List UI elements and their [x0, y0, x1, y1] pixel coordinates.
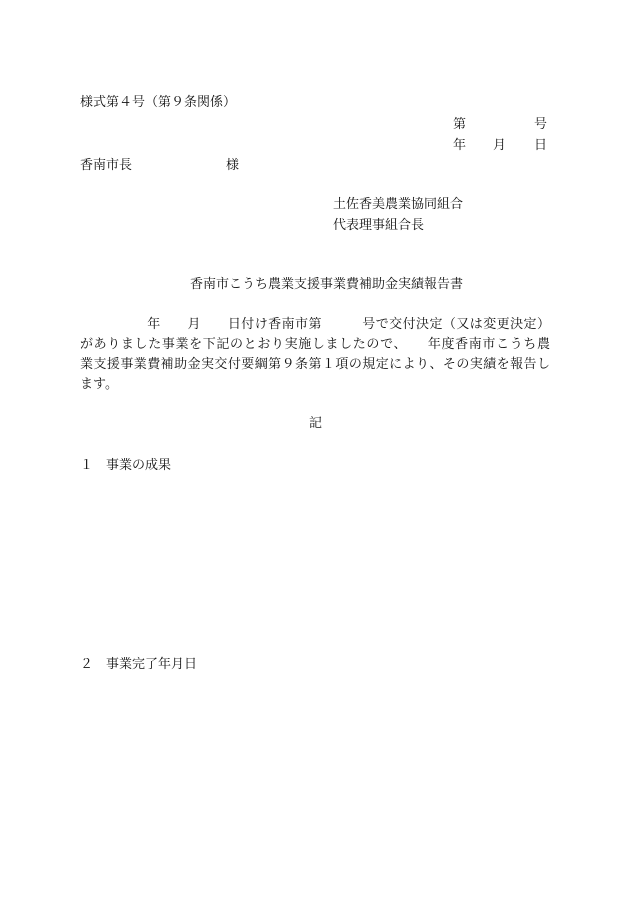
- doc-date-month: 月: [493, 138, 507, 153]
- doc-number-prefix: 第: [453, 117, 467, 132]
- section-completion-date-label: ２ 事業完了年月日: [80, 657, 198, 672]
- doc-number-suffix: 号: [534, 117, 548, 132]
- applicant-org: 土佐香美農業協同組合: [333, 197, 464, 212]
- applicant-rep: 代表理事組合長: [333, 218, 425, 233]
- addressee-name: 香南市長: [80, 158, 133, 173]
- document-title: 香南市こうち農業支援事業費補助金実績報告書: [190, 277, 464, 292]
- body-line: がありました事業を下記のとおり実施しましたので、 年度香南市こうち農: [80, 337, 550, 352]
- body-line: 業支援事業費補助金実交付要綱第９条第１項の規定により、その実績を報告し: [80, 357, 550, 372]
- form-label: 様式第４号（第９条関係）: [80, 95, 237, 110]
- doc-date-year: 年: [453, 138, 467, 153]
- section-results-label: １ 事業の成果: [80, 458, 172, 473]
- doc-date-day: 日: [534, 138, 548, 153]
- body-line: ます。: [80, 377, 118, 392]
- body-line: 年 月 日付け香南市第 号で交付決定（又は変更決定）: [80, 317, 550, 332]
- addressee-honorific: 様: [226, 158, 240, 173]
- body-paragraph: [80, 315, 550, 395]
- ki-heading: 記: [309, 416, 323, 431]
